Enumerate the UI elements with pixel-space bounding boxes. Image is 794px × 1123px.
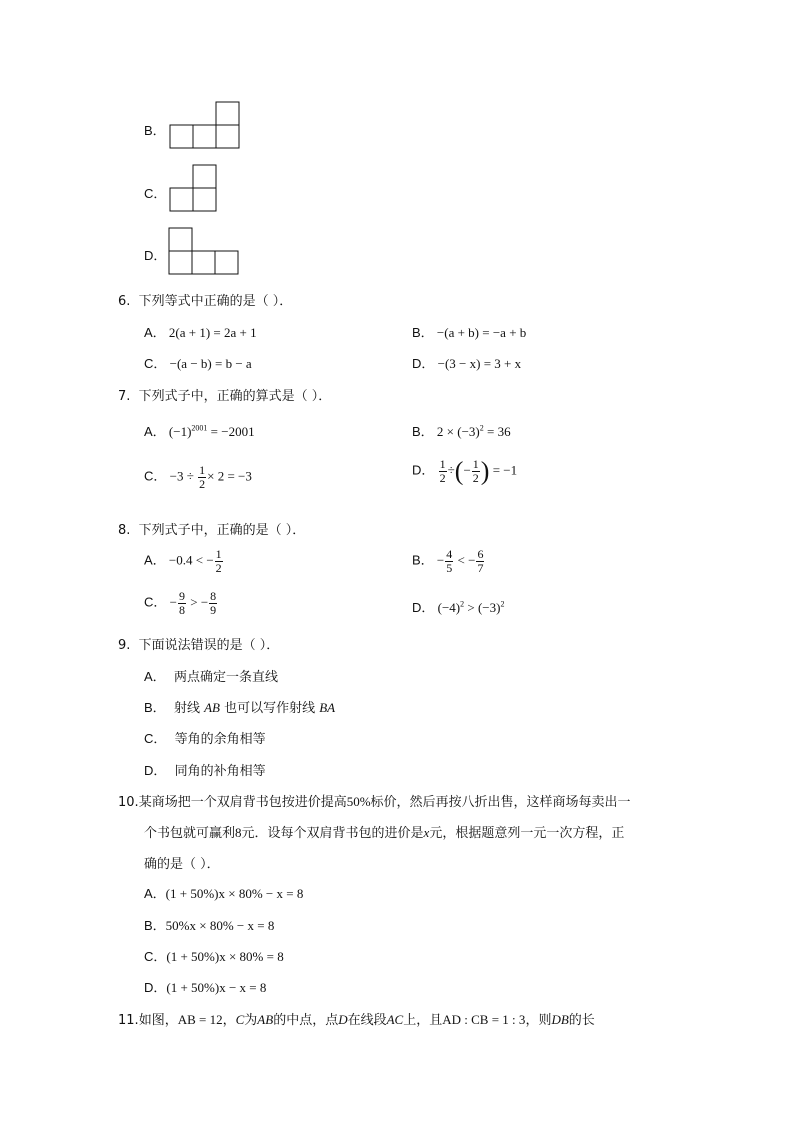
option-b-label: B． <box>144 123 166 138</box>
question-10-line-2: 个书包就可赢利8元．设每个双肩背书包的进价是x元，根据题意列一元一次方程，正 <box>144 825 625 841</box>
question-10-line-3: 确的是（ ）． <box>144 857 220 872</box>
q10-option-a: A．(1 + 50%)x × 80% − x = 8 <box>144 886 304 901</box>
fraction: $\frac{8}{9}$ <box>210 589 217 617</box>
fraction: $\frac{1}{2}$ <box>199 463 206 491</box>
q10-option-b: B．50%x × 80% − x = 8 <box>144 918 275 933</box>
q10-option-c: C．(1 + 50%)x × 80% = 8 <box>144 949 284 964</box>
q8-option-a: A． −0.4 < − $\frac{1}{2}$ <box>144 547 222 575</box>
question-number: 11. <box>118 1013 139 1028</box>
fraction: $\frac{4}{5}$ <box>446 547 453 575</box>
fraction: $\frac{1}{2}$ <box>215 547 222 575</box>
q6-option-d: D． −(3 − x) = 3 + x <box>412 356 522 371</box>
question-stem: 下列等式中正确的是（ ）． <box>138 294 293 309</box>
question-stem: 下面说法错误的是（ ）． <box>138 638 280 653</box>
fraction: $\frac{6}{7}$ <box>477 547 484 575</box>
option-c-figure <box>169 163 221 213</box>
q9-option-b: B． 射线 AB 也可以写作射线 BA <box>144 700 336 716</box>
q7-option-b: B． $2 \times (-3)^2 = 36$ <box>412 423 511 439</box>
question-7 <box>118 385 331 404</box>
q6-option-a: A． 2(a + 1) = 2a + 1 <box>144 325 257 340</box>
question-number: 7. <box>118 389 131 404</box>
question-9 <box>118 634 279 653</box>
option-d-figure <box>167 226 241 276</box>
q9-option-c: C． 等角的余角相等 <box>144 731 266 747</box>
question-number: 8. <box>118 523 131 538</box>
q9-option-d: D． 同角的补角相等 <box>144 763 266 779</box>
question-10-line-1: 10.某商场把一个双肩背书包按进价提高50%标价，然后再按八折出售，这样商场每卖出一 <box>118 794 631 810</box>
q7-option-d: D． $\frac{1}{2}$ ÷(− $\frac{1}{2}$ ) = −1 <box>412 456 518 486</box>
option-d-label: D． <box>144 248 167 263</box>
fraction: $\frac{9}{8}$ <box>178 589 185 617</box>
q9-option-a: A． 两点确定一条直线 <box>144 669 278 685</box>
q7-option-c: C． −3 ÷ $\frac{1}{2}$ × 2 = −3 <box>144 463 252 491</box>
q10-option-d: D．(1 + 50%)x − x = 8 <box>144 980 267 995</box>
q6-option-b: B． −(a + b) = −a + b <box>412 325 527 340</box>
question-stem: 下列式子中，正确的是（ ）． <box>138 523 306 538</box>
q8-option-b: B． − $\frac{4}{5}$ < − $\frac{6}{7}$ <box>412 547 484 575</box>
question-6 <box>118 290 292 309</box>
fraction: $\frac{1}{2}$ <box>439 457 446 485</box>
question-number: 10. <box>118 795 139 810</box>
q8-option-c: C． − $\frac{9}{8}$ > − $\frac{8}{9}$ <box>144 589 217 617</box>
question-number: 9. <box>118 638 131 653</box>
q6-option-c: C． −(a − b) = b − a <box>144 356 252 371</box>
question-stem: 下列式子中，正确的算式是（ ）． <box>138 389 332 404</box>
fraction: $\frac{1}{2}$ <box>472 457 479 485</box>
option-b-figure <box>169 100 243 150</box>
q8-option-d: D． $(-4)^2 > (-3)^2$ <box>412 599 505 615</box>
q7-option-a: A． $(-1)^{2001} = -2001$ <box>144 423 255 439</box>
question-number: 6. <box>118 294 131 309</box>
question-11: 11.如图，AB = 12，C为AB的中点，点D在线段AC上，且AD : CB = 1 : 3，则DB的长 <box>118 1012 595 1028</box>
question-8 <box>118 519 305 538</box>
option-c-label: C． <box>144 186 167 201</box>
